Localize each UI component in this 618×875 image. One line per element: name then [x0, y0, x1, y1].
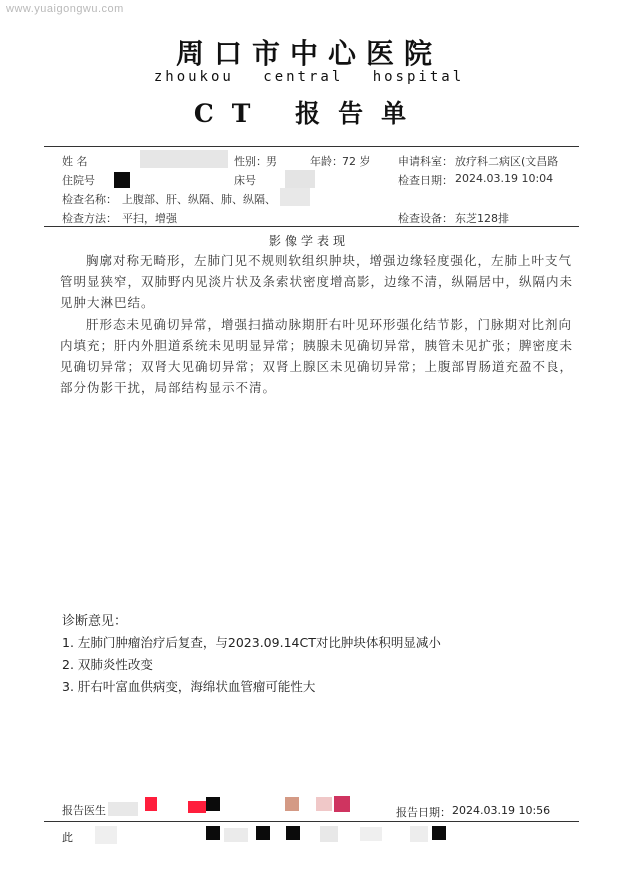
info-divider [44, 226, 579, 227]
sex-value: 男 [266, 155, 277, 168]
redacted-reporter-name [108, 802, 138, 816]
findings-paragraph-abdomen: 肝形态未见确切异常，增强扫描动脉期肝右叶见环形强化结节影，门脉期对比剂向内填充；肝内外胆道系统未见明显异常；胰腺未见确切异常，胰管未见扩张；脾密度未见确切异常；双肾大见确切异常；双肾上腺区未见确切异常；上腹部胃肠道充盈不良，部分伪影干扰，局部结构显示不清。 [60, 317, 574, 395]
bottom-note-prefix: 此 [62, 831, 73, 844]
redacted-signature-1 [145, 797, 157, 811]
redacted-exam-name [280, 188, 310, 206]
exam-name-value: 上腹部、肝、纵隔、肺、纵隔、 [122, 193, 276, 206]
hospital-name-english: zhoukou central hospital [153, 69, 465, 85]
redacted-note-1 [95, 826, 117, 844]
device-label: 检查设备： [398, 212, 453, 225]
reporter-label: 报告医生 [62, 804, 106, 817]
exam-date-label: 检查日期： [398, 174, 453, 187]
exam-name-label: 检查名称： [62, 193, 117, 206]
redacted-signature-6 [334, 796, 350, 812]
age-value: 72 岁 [342, 155, 371, 168]
footer-divider [44, 821, 579, 822]
redacted-note-6 [320, 826, 338, 842]
redacted-signature-3 [206, 797, 220, 811]
redacted-bed-number [285, 170, 315, 188]
redacted-note-2 [206, 826, 220, 840]
redacted-signature-2 [188, 801, 206, 813]
redacted-patient-name [140, 150, 228, 168]
exam-method-value: 平扫，增强 [122, 212, 177, 225]
redacted-signature-4 [285, 797, 299, 811]
diagnosis-title: 诊断意见： [62, 614, 128, 629]
redacted-note-5 [286, 826, 300, 840]
diagnosis-item-3: 3. 肝右叶富血供病变，海绵状血管瘤可能性大 [62, 679, 316, 694]
exam-method-label: 检查方法： [62, 212, 117, 225]
redacted-note-4 [256, 826, 270, 840]
age-label: 年龄： [310, 155, 343, 168]
report-date-label: 报告日期： [396, 806, 451, 819]
hospital-name: 周口市中心医院 [175, 37, 442, 70]
department-value: 放疗科二病区(文昌路 [455, 155, 559, 168]
redacted-note-9 [432, 826, 446, 840]
diagnosis-item-1: 1. 左肺门肿瘤治疗后复查，与2023.09.14CT对比肿块体积明显减小 [62, 635, 441, 650]
inpatient-number-label: 住院号 [62, 174, 95, 187]
bed-label: 床号 [234, 174, 256, 187]
redacted-inpatient-number [114, 172, 130, 188]
patient-name-label: 姓 名 [62, 155, 88, 168]
redacted-note-3 [224, 828, 248, 842]
findings-paragraph-chest: 胸廓对称无畸形，左肺门见不规则软组织肿块，增强边缘轻度强化，左肺上叶支气管明显狭窄，双肺野内见淡片状及条索状密度增高影，边缘不清，纵隔居中，纵隔内未见肿大淋巴结。 [60, 253, 574, 310]
header-divider [44, 146, 579, 147]
device-value: 东芝128排 [455, 212, 509, 225]
diagnosis-item-2: 2. 双肺炎性改变 [62, 657, 153, 672]
sex-label: 性别： [234, 155, 267, 168]
exam-date-value: 2024.03.19 10:04 [455, 172, 554, 185]
findings-title: 影像学表现 [268, 234, 349, 248]
report-title: CT 报告单 [193, 99, 425, 128]
department-label: 申请科室： [398, 155, 453, 168]
watermark-text: www.yuaigongwu.com [6, 3, 124, 15]
report-date-value: 2024.03.19 10:56 [452, 804, 551, 817]
redacted-signature-5 [316, 797, 332, 811]
redacted-note-8 [410, 826, 428, 842]
redacted-note-7 [360, 827, 382, 841]
